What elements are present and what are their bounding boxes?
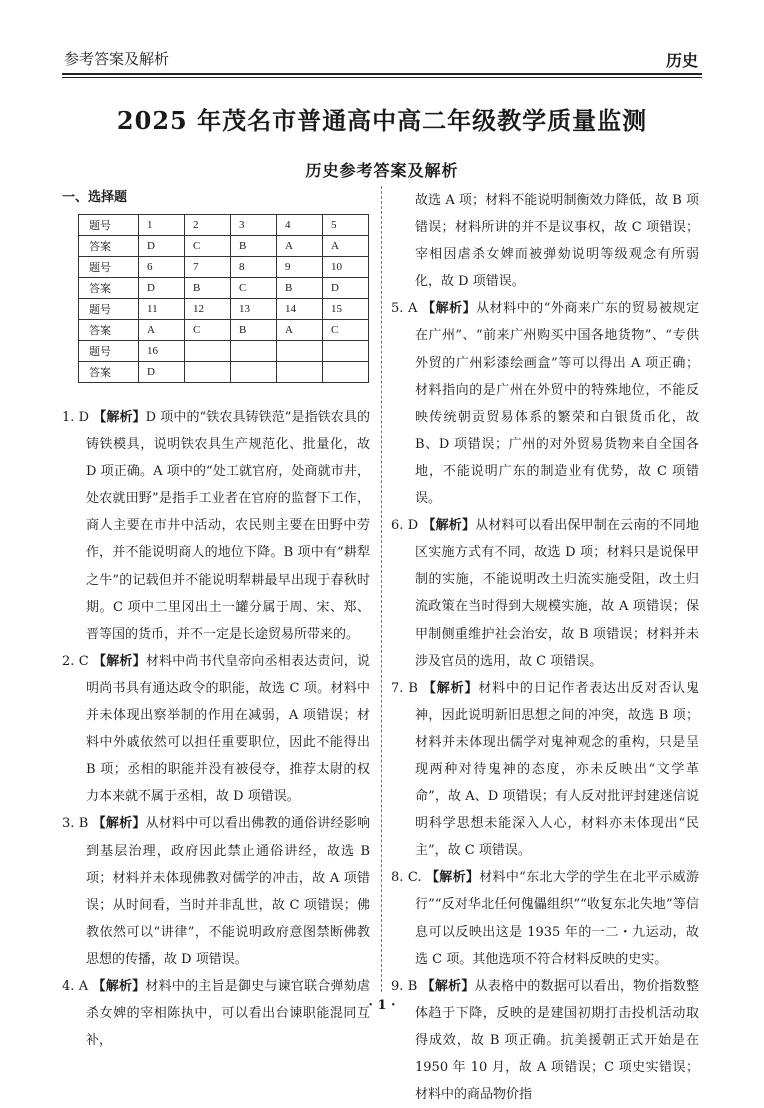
table-cell: D <box>139 278 185 299</box>
row-header-cell: 答案 <box>79 362 139 383</box>
table-row <box>79 299 369 320</box>
table-cell: A <box>277 236 323 257</box>
table-cell: 13 <box>231 299 277 320</box>
table-row <box>79 215 369 236</box>
explanation-text: D 项中的“铁农具铸铁范”是指铁农具的铸铁模具，说明铁农具生产规范化、批量化，故 D 项正确。A 项中的“处工就官府，处商就市井，处农就田野”是指手工业者在官府的监督下工作，商人主要在市井中活动，农民则主要在田野中劳作，并不能说明商人的地位下降。B 项中有“耕犁之牛”的记载但并不能说明犁耕最早出现于春秋时期。C 项中二里冈出土一罐分属于周、宋、郑、晋等国的货币，并不一定是长途贸易所带来的。 <box>86 410 370 642</box>
question-number: 2. C <box>62 653 89 669</box>
continued-paragraph: 故选 A 项；材料不能说明制衡效力降低，故 B 项错误；材料所讲的并不是议事权，故 C 项错误；宰相因虐杀女婢而被弹劾说明等级观念有所弱化，故 D 项错误。 <box>415 193 699 290</box>
table-cell: 5 <box>323 215 369 236</box>
table-cell: 7 <box>185 257 231 278</box>
table-cell: 3 <box>231 215 277 236</box>
analysis-tag: 【解析】 <box>422 680 479 696</box>
table-row <box>79 320 369 341</box>
row-header-cell: 题号 <box>79 257 139 278</box>
table-cell: A <box>323 236 369 257</box>
table-row <box>79 341 369 362</box>
table-cell: B <box>277 278 323 299</box>
row-header-cell: 题号 <box>79 341 139 362</box>
table-row <box>79 278 369 299</box>
table-cell: C <box>231 278 277 299</box>
analysis-tag: 【解析】 <box>93 410 146 425</box>
question-number: 4. A <box>62 978 89 994</box>
table-cell <box>323 341 369 362</box>
answer-explanation <box>391 973 699 1108</box>
table-cell <box>277 362 323 383</box>
row-header-cell: 答案 <box>79 278 139 299</box>
question-number: 6. D <box>391 518 419 534</box>
answer-explanation <box>62 648 370 811</box>
answer-explanation <box>62 810 370 973</box>
table-cell: D <box>139 236 185 257</box>
table-cell: 10 <box>323 257 369 278</box>
table-cell: C <box>185 236 231 257</box>
analysis-tag: 【解析】 <box>92 816 146 832</box>
table-cell: C <box>323 320 369 341</box>
column-divider <box>381 186 382 992</box>
table-cell: D <box>139 362 185 383</box>
table-cell <box>231 341 277 362</box>
analysis-tag: 【解析】 <box>422 518 476 534</box>
explanation-text: 从材料中可以看出佛教的通俗讲经影响到基层治理，政府因此禁止通俗讲经，故选 B 项；材料并未体现佛教对儒学的冲击，故 A 项错误；从时间看，当时并非乱世，故 C 项错误；佛教依然可以“讲律”，不能说明政府意图禁断佛教思想的传播，故 D 项错误。 <box>86 816 370 967</box>
table-cell: B <box>231 236 277 257</box>
analysis-tag: 【解析】 <box>425 870 480 886</box>
table-cell: B <box>231 320 277 341</box>
row-header-cell: 答案 <box>79 236 139 257</box>
question-number: 3. B <box>62 816 89 832</box>
table-cell <box>185 362 231 383</box>
answer-explanation <box>391 675 699 865</box>
header-rule-thin <box>62 77 702 78</box>
analysis-tag: 【解析】 <box>92 978 146 994</box>
section-heading: 一、选择题 <box>62 190 128 205</box>
table-cell: 9 <box>277 257 323 278</box>
answer-explanation <box>391 864 699 972</box>
table-cell: A <box>139 320 185 341</box>
question-number: 7. B <box>391 680 418 696</box>
table-row <box>79 257 369 278</box>
explanation-text: 从材料中的“外商来广东的贸易被规定在广州”、“前来广州购买中国各地货物”、“专供外贸的广州彩漆绘画盒”等可以得出 A 项正确；材料指向的是广州在外贸中的特殊地位，不能反映传统朝贡贸易体系的繁荣和白银货币化，故 B、D 项错误；广州的对外贸易货物来自全国各地，不能说明广东的制造业有优势，故 C 项错误。 <box>415 301 699 507</box>
answer-explanation <box>62 973 370 1054</box>
header-subject: 历史 <box>665 51 698 70</box>
question-number: 8. C. <box>391 870 422 886</box>
question-number: 5. A <box>391 301 418 317</box>
header-rule-thick <box>62 73 702 75</box>
table-cell: 16 <box>139 341 185 362</box>
explanation-text: 从材料可以看出保甲制在云南的不同地区实施方式有不同，故选 D 项；材料只是说保甲制的实施，不能说明改土归流实施受阻，改土归流政策在当时得到大规模实施，故 A 项错误；保甲制侧重维护社会治安，故 B 项错误；材料并未涉及官员的选用，故 C 项错误。 <box>415 518 699 669</box>
table-cell: 8 <box>231 257 277 278</box>
row-header-cell: 题号 <box>79 299 139 320</box>
table-cell: 11 <box>139 299 185 320</box>
analysis-tag: 【解析】 <box>421 978 475 994</box>
table-cell: B <box>185 278 231 299</box>
page-subtitle: 历史参考答案及解析 <box>305 161 459 180</box>
answer-explanation <box>391 295 699 512</box>
analysis-tag: 【解析】 <box>422 301 477 317</box>
table-cell <box>185 341 231 362</box>
table-cell: 12 <box>185 299 231 320</box>
page-title: 2025 年茂名市普通高中高二年级教学质量监测 <box>116 106 648 135</box>
page-number: · 1 · <box>368 998 396 1013</box>
answer-explanation <box>62 404 370 648</box>
explanation-text: 材料中“东北大学的学生在北平示威游行”“反对华北任何傀儡组织”“收复东北失地”等信息可以反映出这是 1935 年的一二・九运动，故选 C 项。其他选项不符合材料反映的史实。 <box>415 870 699 967</box>
explanation-text: 从表格中的数据可以看出，物价指数整体趋于下降，反映的是建国初期打击投机活动取得成效，故 B 项正确。抗美援朝正式开始是在 1950 年 10 月，故 A 项错误；C 项史实错误；材料中的商品物价指 <box>415 978 699 1103</box>
table-row <box>79 362 369 383</box>
table-cell: 1 <box>139 215 185 236</box>
table-cell: D <box>323 278 369 299</box>
explanation-text: 材料中的主旨是御史与谏官联合弹劾虐杀女婢的宰相陈执中，可以看出台谏职能混同互补， <box>86 978 370 1049</box>
row-header-cell: 题号 <box>79 215 139 236</box>
table-cell <box>323 362 369 383</box>
table-cell: C <box>185 320 231 341</box>
table-row <box>79 236 369 257</box>
question-number: 9. B <box>391 978 418 994</box>
answer-explanation <box>391 512 699 675</box>
analysis-tag: 【解析】 <box>93 653 146 669</box>
answer-table <box>78 214 369 383</box>
table-cell <box>231 362 277 383</box>
table-cell: A <box>277 320 323 341</box>
running-header <box>62 46 702 72</box>
header-left-text: 参考答案及解析 <box>64 50 170 68</box>
question-number: 1. D <box>62 410 90 425</box>
table-cell: 6 <box>139 257 185 278</box>
explanation-text: 材料中的日记作者表达出反对否认鬼神，因此说明新旧思想之间的冲突，故选 B 项；材料并未体现出儒学对鬼神观念的重构，只是呈现两种对待鬼神的态度，亦未反映出“文学革命”，故 A、D 项错误；有人反对批评封建迷信说明科学思想未能深入人心，材料亦未体现出“民主”，故 C 项错误。 <box>415 680 699 859</box>
table-cell: 4 <box>277 215 323 236</box>
explanation-text: 材料中尚书代皇帝向丞相表达责问，说明尚书具有通达政令的职能，故选 C 项。材料中并未体现出察举制的作用在减弱，A 项错误；材料中外戚依然可以担任重要职位，因此不能得出 B 项；丞相的职能并没有被侵夺，推荐太尉的权力本来就不属于丞相，故 D 项错误。 <box>86 653 370 805</box>
table-cell: 2 <box>185 215 231 236</box>
left-column <box>62 404 370 1054</box>
row-header-cell: 答案 <box>79 320 139 341</box>
table-cell: 15 <box>323 299 369 320</box>
table-cell <box>277 341 323 362</box>
table-cell: 14 <box>277 299 323 320</box>
right-column <box>391 187 699 1108</box>
